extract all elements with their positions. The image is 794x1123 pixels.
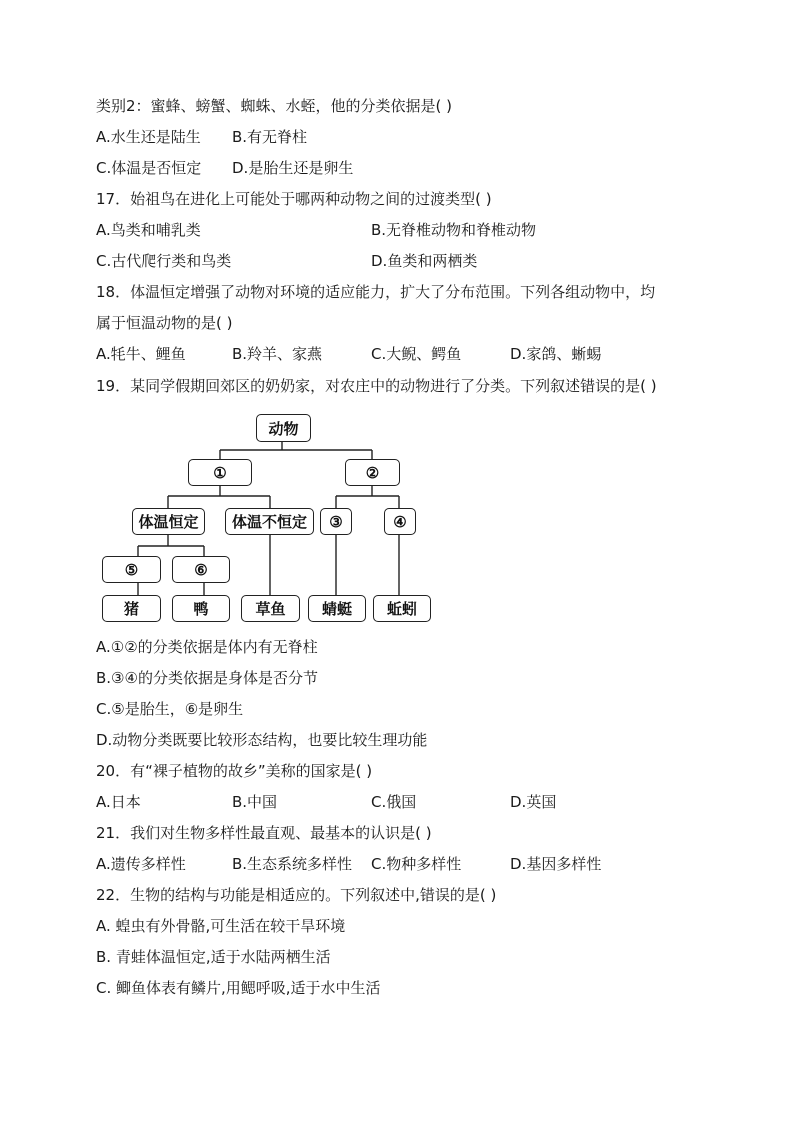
node-dragonfly: 蜻蜓: [308, 595, 366, 622]
node-duck: 鸭: [172, 595, 230, 622]
q22-stem: 22．生物的结构与功能是相适应的。下列叙述中,错误的是( ): [96, 886, 497, 904]
node-cold-blooded: 体温不恒定: [225, 508, 314, 535]
q21-stem: 21．我们对生物多样性最直观、最基本的认识是( ): [96, 824, 432, 842]
q16-option-d: D.是胎生还是卵生: [232, 159, 354, 177]
node-circle-2: ②: [345, 459, 400, 486]
q18-option-a: A.牦牛、鲤鱼: [96, 345, 186, 363]
q20-stem: 20．有“裸子植物的故乡”美称的国家是( ): [96, 762, 373, 780]
q17-option-d: D.鱼类和两栖类: [371, 252, 478, 270]
node-circle-3: ③: [320, 508, 352, 535]
q20-option-c: C.俄国: [371, 793, 417, 811]
q18-stem-line2: 属于恒温动物的是( ): [96, 314, 233, 332]
q21-option-c: C.物种多样性: [371, 855, 462, 873]
q21-option-a: A.遗传多样性: [96, 855, 186, 873]
q19-option-d: D.动物分类既要比较形态结构，也要比较生理功能: [96, 731, 428, 749]
q21-option-d: D.基因多样性: [510, 855, 602, 873]
node-circle-4: ④: [384, 508, 416, 535]
q19-option-b: B.③④的分类依据是身体是否分节: [96, 669, 318, 687]
q18-option-c: C.大鲵、鳄鱼: [371, 345, 462, 363]
q19-option-c: C.⑤是胎生，⑥是卵生: [96, 700, 244, 718]
q19-stem: 19．某同学假期回郊区的奶奶家，对农庄中的动物进行了分类。下列叙述错误的是( ): [96, 377, 657, 395]
node-pig: 猪: [102, 595, 161, 622]
q22-option-a: A. 蝗虫有外骨骼,可生活在较干旱环境: [96, 917, 346, 935]
q22-option-b: B. 青蛙体温恒定,适于水陆两栖生活: [96, 948, 331, 966]
q16-option-a: A.水生还是陆生: [96, 128, 201, 146]
q17-option-c: C.古代爬行类和鸟类: [96, 252, 232, 270]
q17-option-a: A.鸟类和哺乳类: [96, 221, 201, 239]
q18-option-b: B.羚羊、家燕: [232, 345, 323, 363]
node-warm-blooded: 体温恒定: [132, 508, 205, 535]
q21-option-b: B.生态系统多样性: [232, 855, 353, 873]
node-circle-1: ①: [188, 459, 252, 486]
q20-option-d: D.英国: [510, 793, 557, 811]
q17-option-b: B.无脊椎动物和脊椎动物: [371, 221, 537, 239]
animal-classification-diagram: [96, 408, 436, 628]
q20-option-a: A.日本: [96, 793, 141, 811]
node-grass-carp: 草鱼: [241, 595, 300, 622]
node-circle-5: ⑤: [102, 556, 161, 583]
q18-stem-line1: 18．体温恒定增强了动物对环境的适应能力，扩大了分布范围。下列各组动物中，均: [96, 283, 656, 301]
q22-option-c: C. 鲫鱼体表有鳞片,用鳃呼吸,适于水中生活: [96, 979, 381, 997]
node-circle-6: ⑥: [172, 556, 230, 583]
node-earthworm: 蚯蚓: [373, 595, 431, 622]
q19-option-a: A.①②的分类依据是体内有无脊柱: [96, 638, 318, 656]
q18-option-d: D.家鸽、蜥蜴: [510, 345, 602, 363]
q16-stem: 类别2：蜜蜂、螃蟹、蜘蛛、水蛭，他的分类依据是( ): [96, 97, 453, 115]
q20-option-b: B.中国: [232, 793, 278, 811]
q16-option-b: B.有无脊柱: [232, 128, 308, 146]
q17-stem: 17．始祖鸟在进化上可能处于哪两种动物之间的过渡类型( ): [96, 190, 492, 208]
node-root-animal: 动物: [256, 414, 311, 442]
q16-option-c: C.体温是否恒定: [96, 159, 202, 177]
